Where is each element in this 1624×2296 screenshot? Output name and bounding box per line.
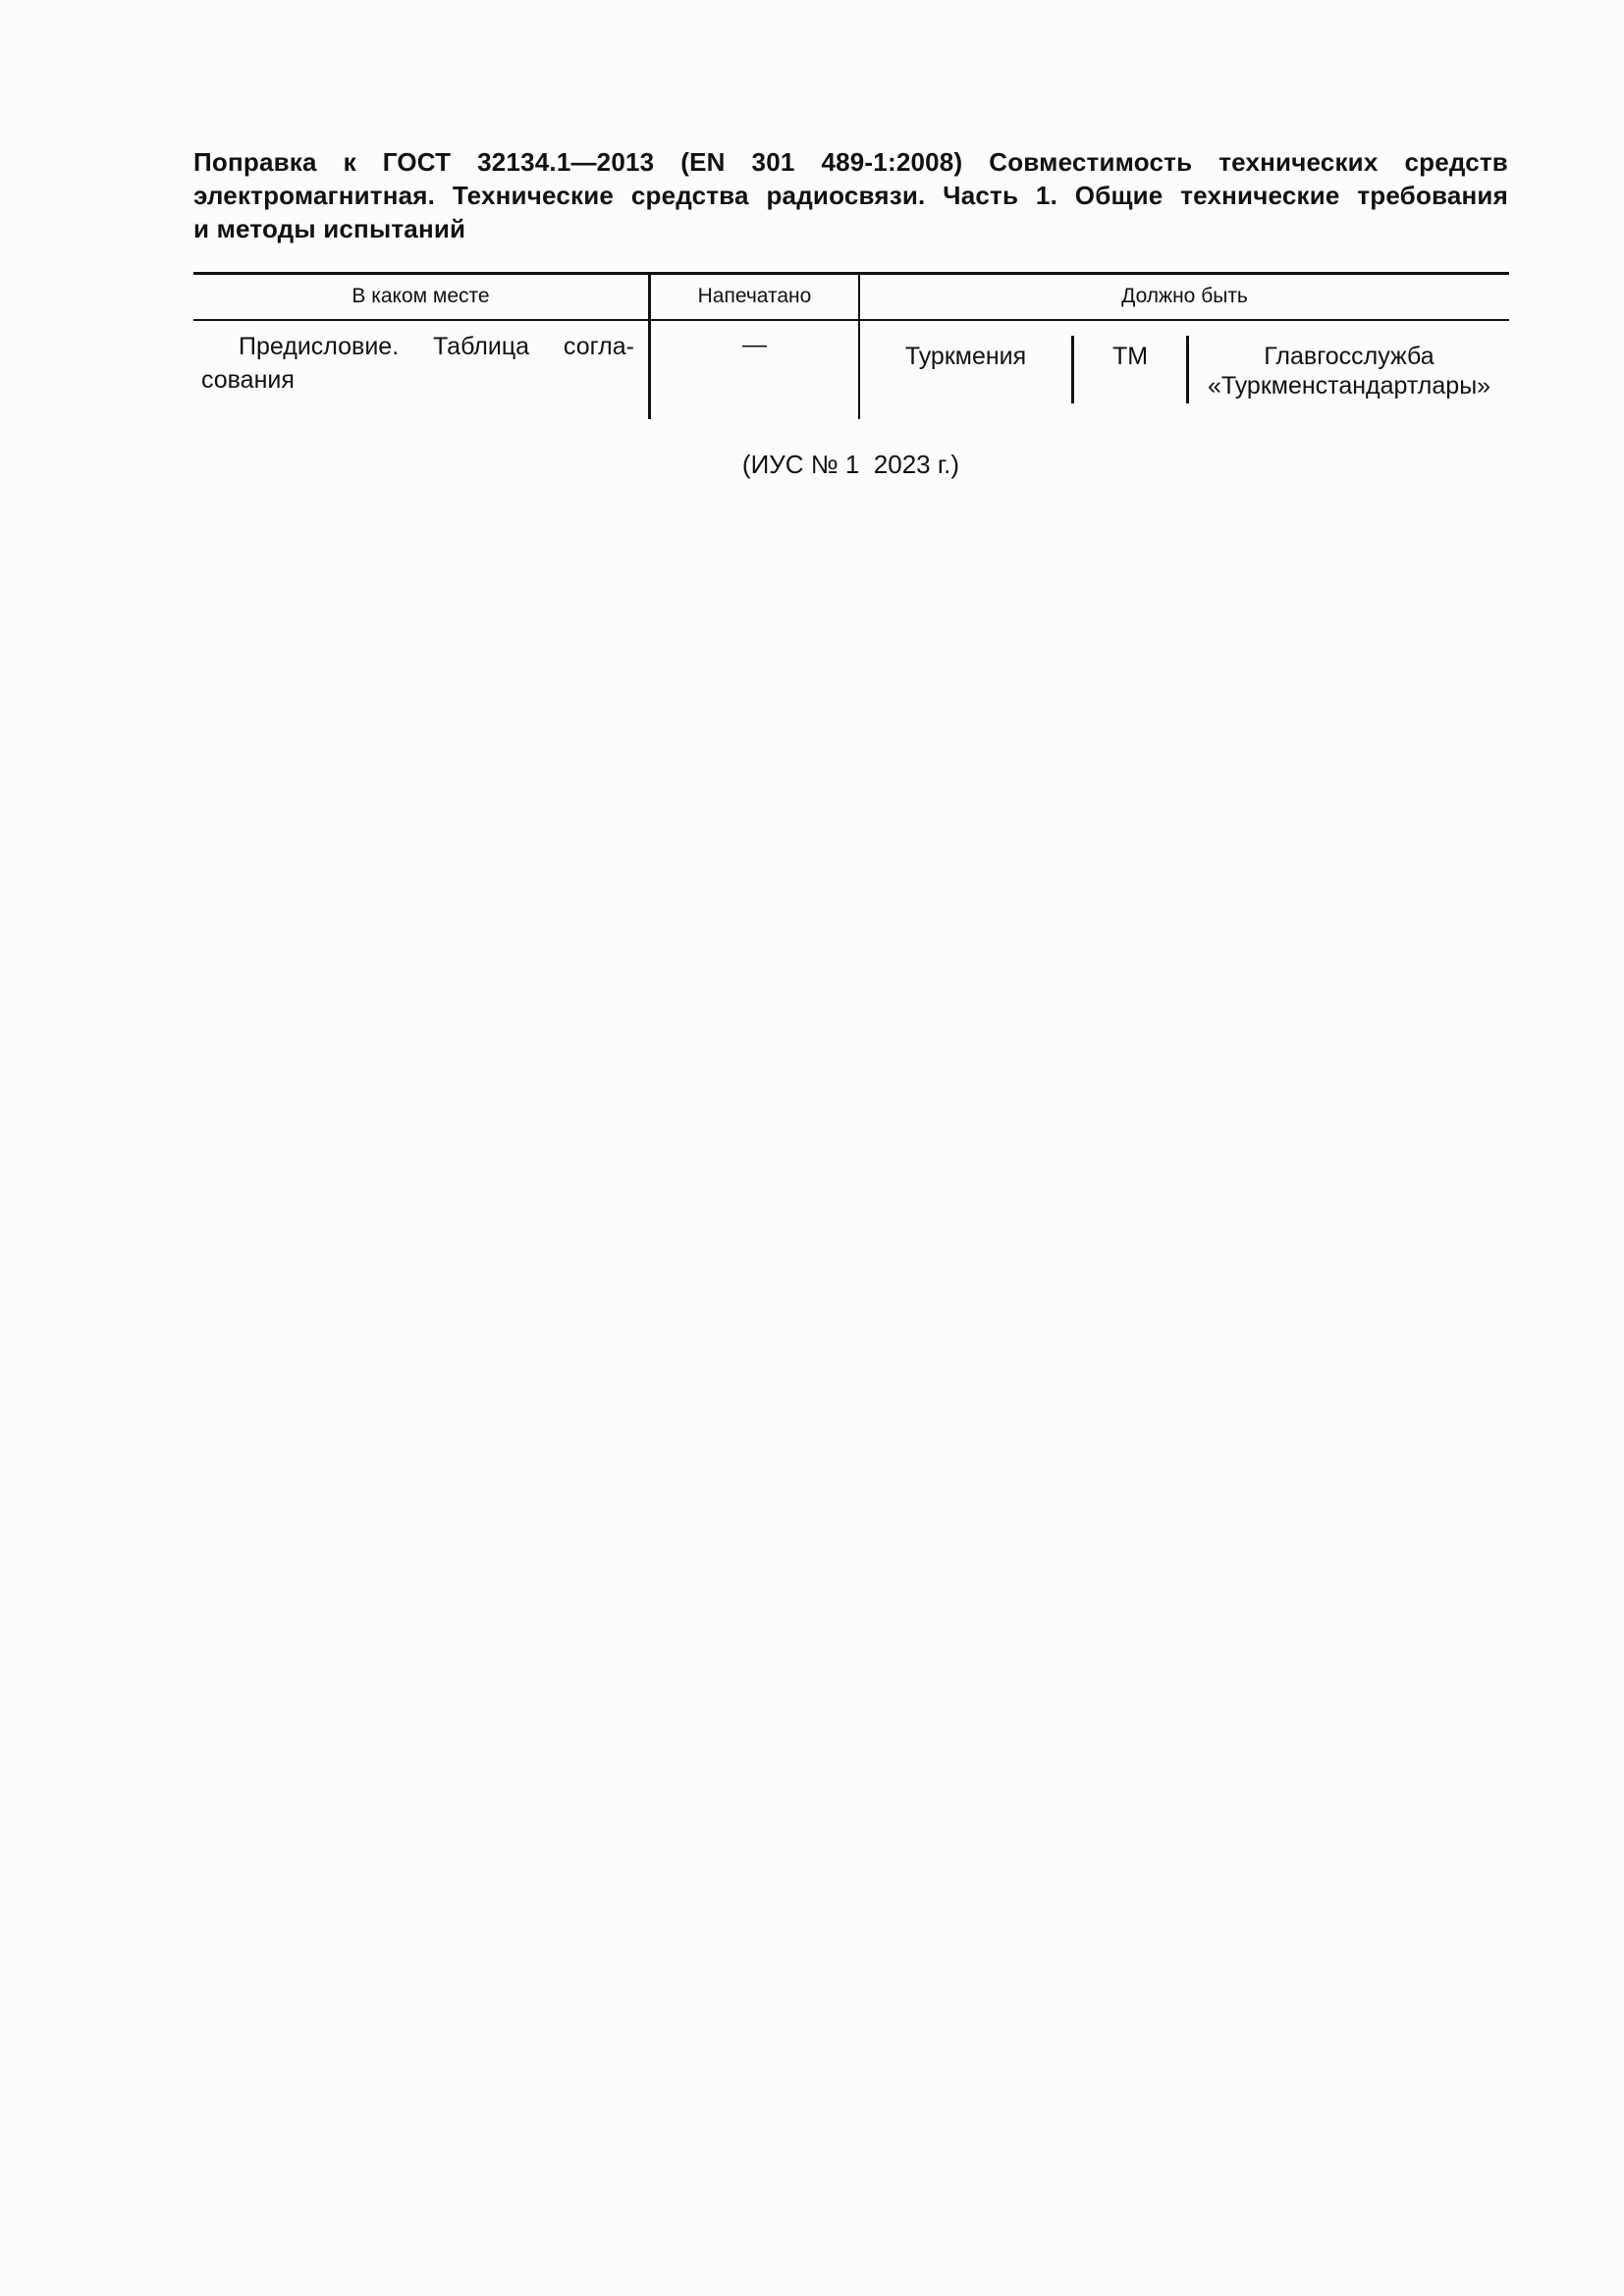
document-title (193, 145, 1508, 245)
row-agency-line-1: Главгосслужба (1264, 343, 1435, 370)
row-place-line-1: Предисловие. Таблица согла- (239, 333, 634, 360)
title-line-2: электромагнитная. Технические средства радиосвязи. Часть 1. Общие технические требования (193, 181, 1508, 210)
row-country-code: TM (1111, 343, 1149, 370)
title-line-3: и методы испытаний (193, 214, 466, 243)
row-country: Туркмения (904, 343, 1027, 370)
title-line-1: Поправка к ГОСТ 32134.1—2013 (EN 301 489-1:2008) Совместимость технических средств (193, 147, 1508, 177)
header-printed: Напечатано (697, 285, 812, 307)
row-agency-line-2: «Туркменстандартлары» (1207, 372, 1491, 400)
header-should-be: Должно быть (1121, 285, 1248, 307)
table-header-rule (193, 319, 1509, 321)
table-top-rule (193, 272, 1509, 275)
source-note: (ИУС № 1 2023 г.) (741, 450, 960, 479)
header-place: В каком месте (352, 285, 490, 307)
row-printed-dash: — (742, 331, 767, 358)
row-place-line-2: сования (201, 366, 295, 394)
